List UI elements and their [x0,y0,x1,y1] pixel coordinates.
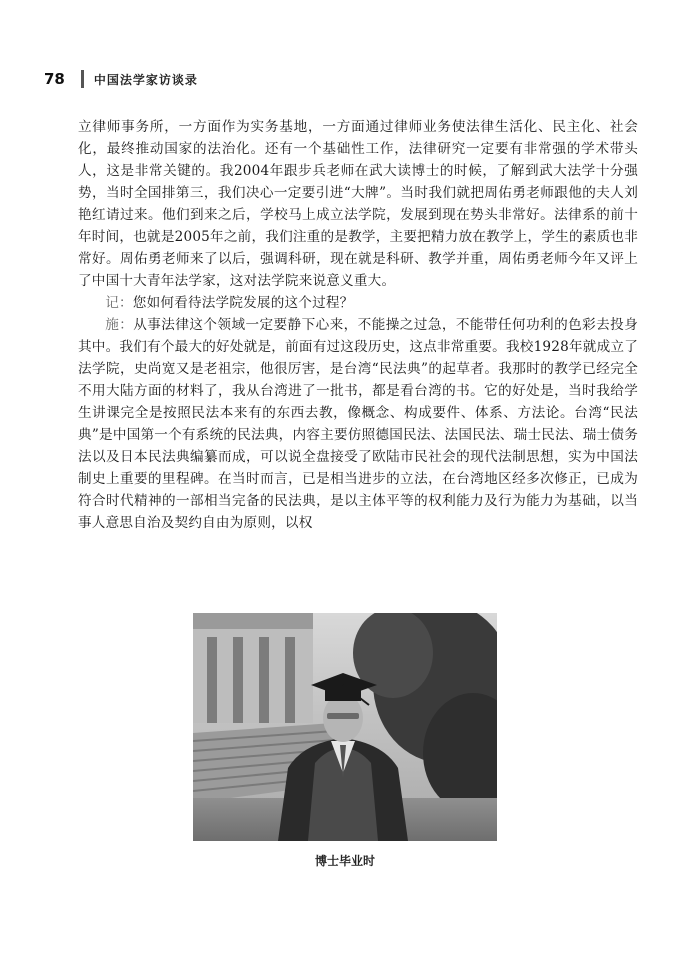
header-divider [81,70,84,88]
paragraph [78,116,638,292]
paragraph-text: 立律师事务所，一方面作为实务基地，一方面通过律师业务使法律生活化、民主化、社会化，最终推动国家的法治化。还有一个基础性工作，法律研究一定要有非常强的学术带头人，这是非常关键的。我2004年跟步兵老师在武大读博士的时候，了解到武大法学十分强势，当时全国排第三，我们决心一定要引进“大牌”。当时我们就把周佑勇老师跟他的夫人刘艳红请过来。他们到来之后，学校马上成立法学院，发展到现在势头非常好。法律系的前十年时间，也就是2005年之前，我们注重的是教学，主要把精力放在教学上，学生的素质也非常好。周佑勇老师来了以后，强调科研，现在就是科研、教学并重，周佑勇老师今年又评上了中国十大青年法学家，这对法学院来说意义重大。 [78,119,638,289]
graduation-photo [193,613,497,841]
book-title: 中国法学家访谈录 [93,72,198,87]
speaker-label: 记： [105,295,133,311]
running-header [44,68,198,90]
paragraph-text: 从事法律这个领域一定要静下心来，不能操之过急，不能带任何功利的色彩去投身其中。我们有个最大的好处就是，前面有过这段历史，这点非常重要。我校1928年就成立了法学院，史尚宽又是老祖宗，他很厉害，是台湾“民法典”的起草者。我那时的教学已经完全不用大陆方面的材料了，我从台湾进了一批书，都是看台湾的书。它的好处是，当时我给学生讲课完全是按照民法本来有的东西去教，像概念、构成要件、体系、方法论。台湾“民法典”是中国第一个有系统的民法典，内容主要仿照德国民法、法国民法、瑞士民法、瑞士债务法以及日本民法典编纂而成，可以说全盘接受了欧陆市民社会的现代法制思想，实为中国法制史上重要的里程碑。在当时而言，已是相当进步的立法，在台湾地区经多次修正，已成为符合时代精神的一部相当完备的民法典，是以主体平等的权利能力及行为能力为基础，以当事人意思自治及契约自由为原则，以权 [78,317,638,531]
paragraph-text: 您如何看待法学院发展的这个过程？ [132,295,354,311]
paragraph [78,314,638,534]
page-number: 78 [44,70,65,88]
photo-caption: 博士毕业时 [314,854,375,868]
paragraph [78,292,638,314]
body-text [78,116,638,534]
speaker-label: 施： [105,317,134,333]
